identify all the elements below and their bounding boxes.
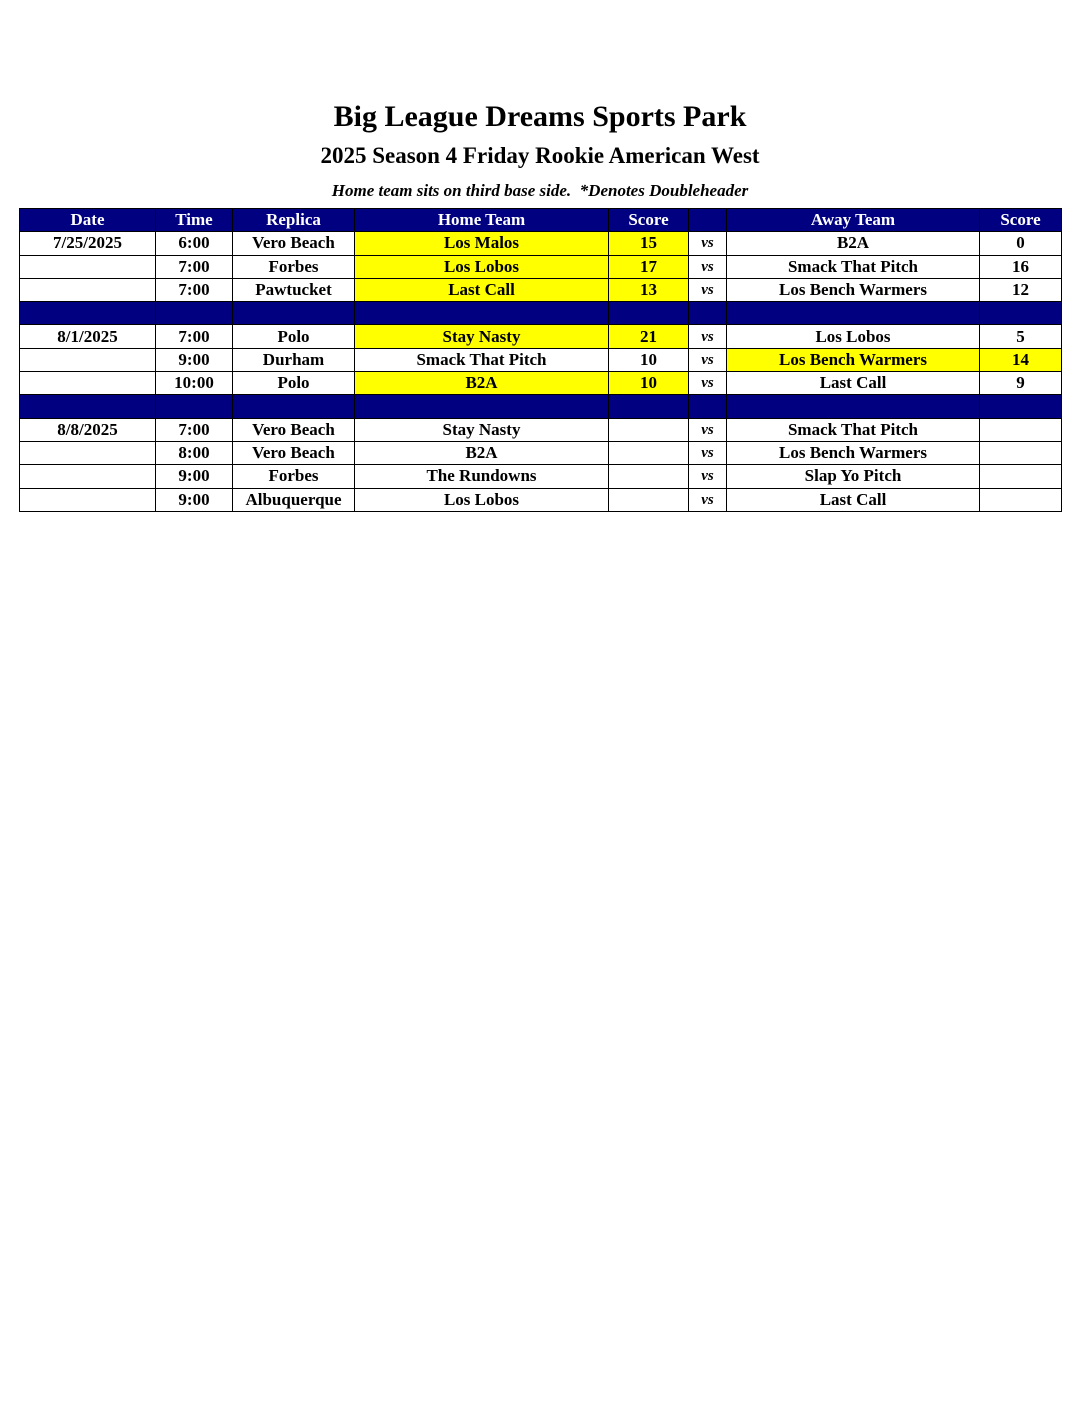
home-score-cell: 21 (609, 325, 689, 348)
table-row (20, 278, 1062, 301)
replica-cell: Pawtucket (233, 278, 355, 301)
replica-cell: Durham (233, 348, 355, 371)
home-score-cell: 17 (609, 255, 689, 278)
home-score-cell: 13 (609, 278, 689, 301)
time-cell: 7:00 (156, 278, 233, 301)
away-score-cell (980, 441, 1062, 464)
column-header-home-score: Score (609, 209, 689, 232)
home-team-cell: Stay Nasty (355, 325, 609, 348)
home-team-cell: Smack That Pitch (355, 348, 609, 371)
home-score-cell (609, 441, 689, 464)
away-score-cell: 16 (980, 255, 1062, 278)
column-header-time: Time (156, 209, 233, 232)
table-row (20, 255, 1062, 278)
separator-cell (156, 302, 233, 325)
time-cell: 9:00 (156, 348, 233, 371)
separator-cell (355, 302, 609, 325)
away-team-cell: Los Bench Warmers (727, 441, 980, 464)
replica-cell: Polo (233, 372, 355, 395)
home-score-cell (609, 465, 689, 488)
time-cell: 7:00 (156, 325, 233, 348)
away-score-cell: 14 (980, 348, 1062, 371)
home-score-cell: 15 (609, 232, 689, 255)
away-team-cell: Slap Yo Pitch (727, 465, 980, 488)
replica-cell: Vero Beach (233, 232, 355, 255)
away-score-cell (980, 418, 1062, 441)
date-cell: 8/8/2025 (20, 418, 156, 441)
vs-cell: vs (689, 325, 727, 348)
home-score-cell (609, 418, 689, 441)
away-team-cell: Los Bench Warmers (727, 278, 980, 301)
table-row (20, 418, 1062, 441)
table-row (20, 348, 1062, 371)
separator-cell (980, 302, 1062, 325)
vs-cell: vs (689, 372, 727, 395)
date-cell (20, 278, 156, 301)
time-cell: 9:00 (156, 465, 233, 488)
separator-row (20, 395, 1062, 418)
time-cell: 7:00 (156, 255, 233, 278)
away-team-cell: Last Call (727, 488, 980, 511)
schedule-note: Home team sits on third base side. *Denotes Doubleheader (331, 181, 749, 200)
vs-cell: vs (689, 255, 727, 278)
table-row (20, 325, 1062, 348)
away-team-cell: Smack That Pitch (727, 418, 980, 441)
date-cell (20, 465, 156, 488)
separator-cell (156, 395, 233, 418)
separator-cell (233, 395, 355, 418)
schedule-body (20, 232, 1062, 512)
column-header-date: Date (20, 209, 156, 232)
table-row (20, 372, 1062, 395)
separator-cell (20, 302, 156, 325)
separator-cell (689, 395, 727, 418)
home-team-cell: Los Lobos (355, 255, 609, 278)
home-team-cell: Stay Nasty (355, 418, 609, 441)
date-cell (20, 441, 156, 464)
replica-cell: Vero Beach (233, 441, 355, 464)
vs-cell: vs (689, 488, 727, 511)
away-score-cell (980, 488, 1062, 511)
separator-cell (689, 302, 727, 325)
time-cell: 9:00 (156, 488, 233, 511)
away-score-cell: 5 (980, 325, 1062, 348)
home-team-cell: B2A (355, 372, 609, 395)
time-cell: 10:00 (156, 372, 233, 395)
time-cell: 6:00 (156, 232, 233, 255)
date-cell: 8/1/2025 (20, 325, 156, 348)
vs-cell: vs (689, 348, 727, 371)
table-row (20, 232, 1062, 255)
away-score-cell: 12 (980, 278, 1062, 301)
away-score-cell: 9 (980, 372, 1062, 395)
separator-cell (20, 395, 156, 418)
replica-cell: Forbes (233, 255, 355, 278)
schedule-table (19, 208, 1062, 512)
vs-cell: vs (689, 232, 727, 255)
table-row (20, 465, 1062, 488)
table-row (20, 441, 1062, 464)
home-team-cell: Los Malos (355, 232, 609, 255)
away-score-cell (980, 465, 1062, 488)
page-subtitle: 2025 Season 4 Friday Rookie American West (320, 143, 760, 168)
vs-cell: vs (689, 465, 727, 488)
column-header-vs (689, 209, 727, 232)
replica-cell: Polo (233, 325, 355, 348)
time-cell: 8:00 (156, 441, 233, 464)
date-cell (20, 372, 156, 395)
home-score-cell: 10 (609, 348, 689, 371)
date-cell (20, 255, 156, 278)
home-team-cell: The Rundowns (355, 465, 609, 488)
table-header-row (20, 209, 1062, 232)
separator-cell (609, 302, 689, 325)
separator-cell (727, 395, 980, 418)
away-team-cell: B2A (727, 232, 980, 255)
replica-cell: Vero Beach (233, 418, 355, 441)
column-header-replica: Replica (233, 209, 355, 232)
date-cell (20, 348, 156, 371)
home-team-cell: Last Call (355, 278, 609, 301)
table-row (20, 488, 1062, 511)
vs-cell: vs (689, 418, 727, 441)
vs-cell: vs (689, 441, 727, 464)
date-cell: 7/25/2025 (20, 232, 156, 255)
home-team-cell: Los Lobos (355, 488, 609, 511)
away-team-cell: Last Call (727, 372, 980, 395)
separator-cell (233, 302, 355, 325)
replica-cell: Forbes (233, 465, 355, 488)
replica-cell: Albuquerque (233, 488, 355, 511)
separator-cell (980, 395, 1062, 418)
home-score-cell (609, 488, 689, 511)
column-header-away-team: Away Team (727, 209, 980, 232)
time-cell: 7:00 (156, 418, 233, 441)
column-header-away-score: Score (980, 209, 1062, 232)
separator-cell (727, 302, 980, 325)
date-cell (20, 488, 156, 511)
separator-row (20, 302, 1062, 325)
home-team-cell: B2A (355, 441, 609, 464)
page-title: Big League Dreams Sports Park (333, 100, 747, 133)
separator-cell (355, 395, 609, 418)
column-header-home-team: Home Team (355, 209, 609, 232)
home-score-cell: 10 (609, 372, 689, 395)
away-team-cell: Smack That Pitch (727, 255, 980, 278)
away-team-cell: Los Lobos (727, 325, 980, 348)
away-team-cell: Los Bench Warmers (727, 348, 980, 371)
away-score-cell: 0 (980, 232, 1062, 255)
vs-cell: vs (689, 278, 727, 301)
separator-cell (609, 395, 689, 418)
